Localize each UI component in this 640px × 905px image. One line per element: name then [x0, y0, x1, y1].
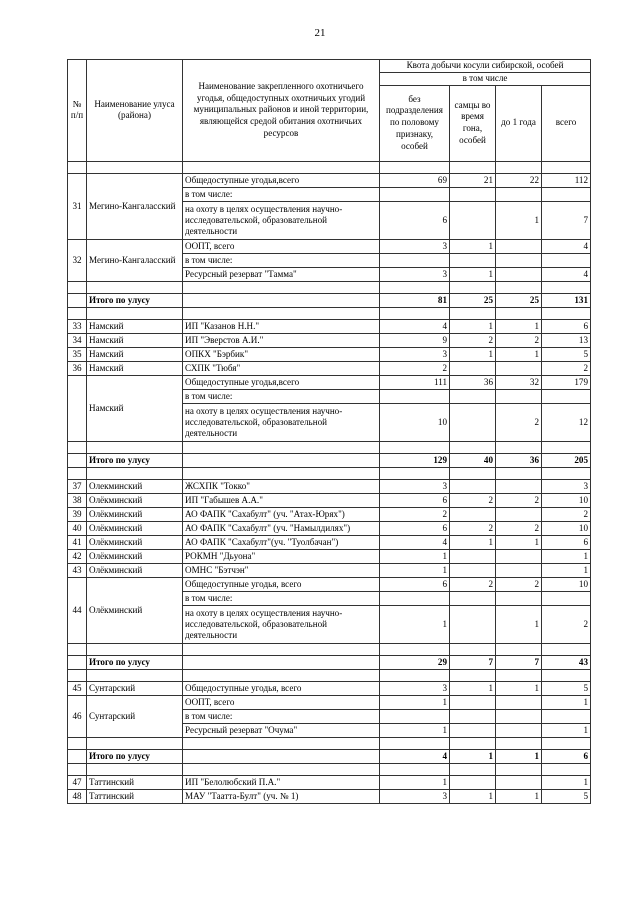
row-area: АО ФАПК "Сахабулт" (уч. "Атах-Юрях")	[183, 507, 380, 521]
row-area: на охоту в целях осуществления научно-исследовательской, образовательной деятельности	[183, 403, 380, 441]
row-ulus: Намский	[87, 347, 183, 361]
row-ulus: Олёкминский	[87, 563, 183, 577]
cell-under1	[496, 479, 542, 493]
cell-under1	[496, 563, 542, 577]
cell-males	[450, 605, 496, 643]
cell-no-split: 2	[380, 507, 450, 521]
cell-males: 1	[450, 239, 496, 253]
row-num: 39	[68, 507, 87, 521]
row-area: на охоту в целях осуществления научно-исследовательской, образовательной деятельности	[183, 201, 380, 239]
cell-no-split: 10	[380, 403, 450, 441]
cell-total: 10	[542, 493, 591, 507]
cell-total: 1	[542, 695, 591, 709]
cell-no-split: 6	[380, 577, 450, 591]
cell-no-split: 3	[380, 239, 450, 253]
total-males: 25	[450, 293, 496, 307]
row-num: 34	[68, 333, 87, 347]
row-area: ИП "Габышев А.А."	[183, 493, 380, 507]
cell-no-split: 1	[380, 549, 450, 563]
cell-under1: 32	[496, 375, 542, 389]
row-num: 32	[68, 239, 87, 281]
cell-no-split: 4	[380, 319, 450, 333]
row-ulus: Таттинский	[87, 775, 183, 789]
cell-total: 2	[542, 361, 591, 375]
cell-no-split: 1	[380, 775, 450, 789]
cell-total: 1	[542, 563, 591, 577]
cell-males	[450, 507, 496, 521]
cell-males	[450, 201, 496, 239]
cell-males: 1	[450, 535, 496, 549]
total-label: Итого по улусу	[87, 453, 183, 467]
row-ulus: Мегино-Кангаласский	[87, 239, 183, 281]
cell-males: 1	[450, 681, 496, 695]
cell-males: 36	[450, 375, 496, 389]
row-area: Общедоступные угодья,всего	[183, 173, 380, 187]
row-num: 33	[68, 319, 87, 333]
row-ulus: Намский	[87, 361, 183, 375]
row-area: Ресурсный резерват "Тамма"	[183, 267, 380, 281]
row-area: в том числе:	[183, 389, 380, 403]
cell-males: 2	[450, 521, 496, 535]
cell-under1	[496, 361, 542, 375]
header-total: всего	[542, 85, 591, 161]
cell-males: 1	[450, 319, 496, 333]
cell-males	[450, 723, 496, 737]
page-number: 21	[314, 27, 326, 39]
row-area: ОПКХ "Бэрбик"	[183, 347, 380, 361]
total-males: 1	[450, 749, 496, 763]
cell-no-split: 1	[380, 605, 450, 643]
cell-total: 179	[542, 375, 591, 389]
cell-under1	[496, 695, 542, 709]
cell-no-split: 3	[380, 347, 450, 361]
total-males: 7	[450, 655, 496, 669]
row-area: ИП "Казанов Н.Н."	[183, 319, 380, 333]
row-area: АО ФАПК "Сахабулт" (уч. "Намылдилях")	[183, 521, 380, 535]
cell-total: 5	[542, 681, 591, 695]
cell-total: 6	[542, 535, 591, 549]
cell-males: 2	[450, 333, 496, 347]
row-area: Ресурсный резерват "Очума"	[183, 723, 380, 737]
cell-total: 12	[542, 403, 591, 441]
cell-under1: 22	[496, 173, 542, 187]
total-under1: 1	[496, 749, 542, 763]
cell-under1: 1	[496, 605, 542, 643]
row-area: ЖСХПК "Токко"	[183, 479, 380, 493]
row-num: 31	[68, 173, 87, 239]
header-males: самцы во время гона, особей	[450, 85, 496, 161]
row-ulus: Олёкминский	[87, 549, 183, 563]
cell-no-split: 6	[380, 493, 450, 507]
header-in-that-number: в том числе	[380, 72, 591, 85]
row-ulus: Намский	[87, 319, 183, 333]
row-area: на охоту в целях осуществления научно-исследовательской, образовательной деятельности	[183, 605, 380, 643]
row-area: ИП "Белолюбский П.А."	[183, 775, 380, 789]
total-no-split: 129	[380, 453, 450, 467]
cell-under1: 1	[496, 347, 542, 361]
cell-no-split: 111	[380, 375, 450, 389]
cell-males	[450, 361, 496, 375]
cell-total: 3	[542, 479, 591, 493]
cell-under1: 1	[496, 789, 542, 803]
header-under1: до 1 года	[496, 85, 542, 161]
row-area: в том числе:	[183, 253, 380, 267]
cell-total: 2	[542, 605, 591, 643]
cell-no-split: 1	[380, 563, 450, 577]
row-area: МАУ "Таатта-Булт" (уч. № 1)	[183, 789, 380, 803]
cell-males: 2	[450, 577, 496, 591]
cell-males	[450, 775, 496, 789]
row-num: 38	[68, 493, 87, 507]
total-all: 205	[542, 453, 591, 467]
cell-males	[450, 403, 496, 441]
cell-under1: 1	[496, 535, 542, 549]
row-area: в том числе:	[183, 591, 380, 605]
cell-total: 1	[542, 549, 591, 563]
cell-males: 2	[450, 493, 496, 507]
cell-under1: 2	[496, 333, 542, 347]
row-num: 40	[68, 521, 87, 535]
header-area: Наименование закрепленного охотничьего угодья, общедоступных охотничьих угодий муниципальных районов и иной территории, являющейся средой обитания охотничьих ресурсов	[183, 60, 380, 162]
cell-total: 10	[542, 577, 591, 591]
row-area: Общедоступные угодья, всего	[183, 577, 380, 591]
cell-no-split: 9	[380, 333, 450, 347]
row-num: 46	[68, 695, 87, 737]
total-label: Итого по улусу	[87, 749, 183, 763]
cell-total: 2	[542, 507, 591, 521]
cell-under1	[496, 267, 542, 281]
cell-males: 21	[450, 173, 496, 187]
cell-under1: 2	[496, 577, 542, 591]
row-num: 44	[68, 577, 87, 643]
header-quota: Квота добычи косули сибирской, особей	[380, 60, 591, 73]
cell-no-split: 1	[380, 723, 450, 737]
quota-table	[67, 59, 591, 804]
total-under1: 36	[496, 453, 542, 467]
cell-under1	[496, 775, 542, 789]
cell-no-split: 3	[380, 479, 450, 493]
row-ulus: Олёкминский	[87, 535, 183, 549]
row-area: в том числе:	[183, 187, 380, 201]
row-area: ООПТ, всего	[183, 695, 380, 709]
cell-total: 5	[542, 789, 591, 803]
cell-total: 13	[542, 333, 591, 347]
row-num: 43	[68, 563, 87, 577]
cell-males: 1	[450, 789, 496, 803]
cell-under1: 1	[496, 319, 542, 333]
cell-males	[450, 479, 496, 493]
row-area: ООПТ, всего	[183, 239, 380, 253]
row-ulus: Мегино-Кангаласский	[87, 173, 183, 239]
cell-males: 1	[450, 267, 496, 281]
total-no-split: 29	[380, 655, 450, 669]
row-num: 35	[68, 347, 87, 361]
row-area: в том числе:	[183, 709, 380, 723]
header-num: № п/п	[68, 60, 87, 162]
cell-under1	[496, 239, 542, 253]
cell-under1	[496, 723, 542, 737]
cell-under1: 1	[496, 681, 542, 695]
total-males: 40	[450, 453, 496, 467]
row-area: ИП "Эверстов А.И."	[183, 333, 380, 347]
cell-males	[450, 549, 496, 563]
cell-no-split: 1	[380, 695, 450, 709]
row-ulus: Таттинский	[87, 789, 183, 803]
row-ulus: Олёкминский	[87, 493, 183, 507]
cell-under1	[496, 549, 542, 563]
row-num: 47	[68, 775, 87, 789]
row-ulus: Намский	[87, 375, 183, 441]
header-no-split: без подразделения по половому признаку, особей	[380, 85, 450, 161]
row-ulus: Сунтарский	[87, 695, 183, 737]
total-label: Итого по улусу	[87, 293, 183, 307]
total-label: Итого по улусу	[87, 655, 183, 669]
cell-total: 1	[542, 723, 591, 737]
cell-total: 4	[542, 239, 591, 253]
total-all: 6	[542, 749, 591, 763]
row-area: СХПК "Тюбя"	[183, 361, 380, 375]
row-ulus: Олёкминский	[87, 507, 183, 521]
header-ulus: Наименование улуса (района)	[87, 60, 183, 162]
cell-under1: 2	[496, 403, 542, 441]
cell-total: 1	[542, 775, 591, 789]
row-area: Общедоступные угодья,всего	[183, 375, 380, 389]
total-all: 43	[542, 655, 591, 669]
cell-no-split: 4	[380, 535, 450, 549]
cell-total: 5	[542, 347, 591, 361]
cell-males: 1	[450, 347, 496, 361]
row-area: Общедоступные угодья, всего	[183, 681, 380, 695]
row-ulus: Олёкминский	[87, 577, 183, 643]
cell-total: 4	[542, 267, 591, 281]
total-no-split: 81	[380, 293, 450, 307]
row-ulus: Олёкминский	[87, 521, 183, 535]
cell-total: 112	[542, 173, 591, 187]
cell-no-split: 6	[380, 521, 450, 535]
row-num: 42	[68, 549, 87, 563]
cell-under1: 1	[496, 201, 542, 239]
cell-no-split: 6	[380, 201, 450, 239]
row-ulus: Сунтарский	[87, 681, 183, 695]
total-under1: 7	[496, 655, 542, 669]
cell-males	[450, 695, 496, 709]
row-area: АО ФАПК "Сахабулт"(уч. "Туолбачан")	[183, 535, 380, 549]
cell-under1: 2	[496, 493, 542, 507]
cell-under1: 2	[496, 521, 542, 535]
row-area: ОМНС "Бэтчэн"	[183, 563, 380, 577]
total-all: 131	[542, 293, 591, 307]
total-no-split: 4	[380, 749, 450, 763]
cell-males	[450, 563, 496, 577]
row-area: РОКМН "Дьуона"	[183, 549, 380, 563]
cell-no-split: 3	[380, 681, 450, 695]
cell-no-split: 2	[380, 361, 450, 375]
cell-no-split: 3	[380, 267, 450, 281]
cell-under1	[496, 507, 542, 521]
cell-no-split: 3	[380, 789, 450, 803]
row-num: 48	[68, 789, 87, 803]
cell-no-split: 69	[380, 173, 450, 187]
row-num: 37	[68, 479, 87, 493]
row-ulus: Олекминский	[87, 479, 183, 493]
cell-total: 7	[542, 201, 591, 239]
cell-total: 6	[542, 319, 591, 333]
cell-total: 10	[542, 521, 591, 535]
row-ulus: Намский	[87, 333, 183, 347]
row-num: 36	[68, 361, 87, 375]
row-num: 41	[68, 535, 87, 549]
row-num: 45	[68, 681, 87, 695]
total-under1: 25	[496, 293, 542, 307]
